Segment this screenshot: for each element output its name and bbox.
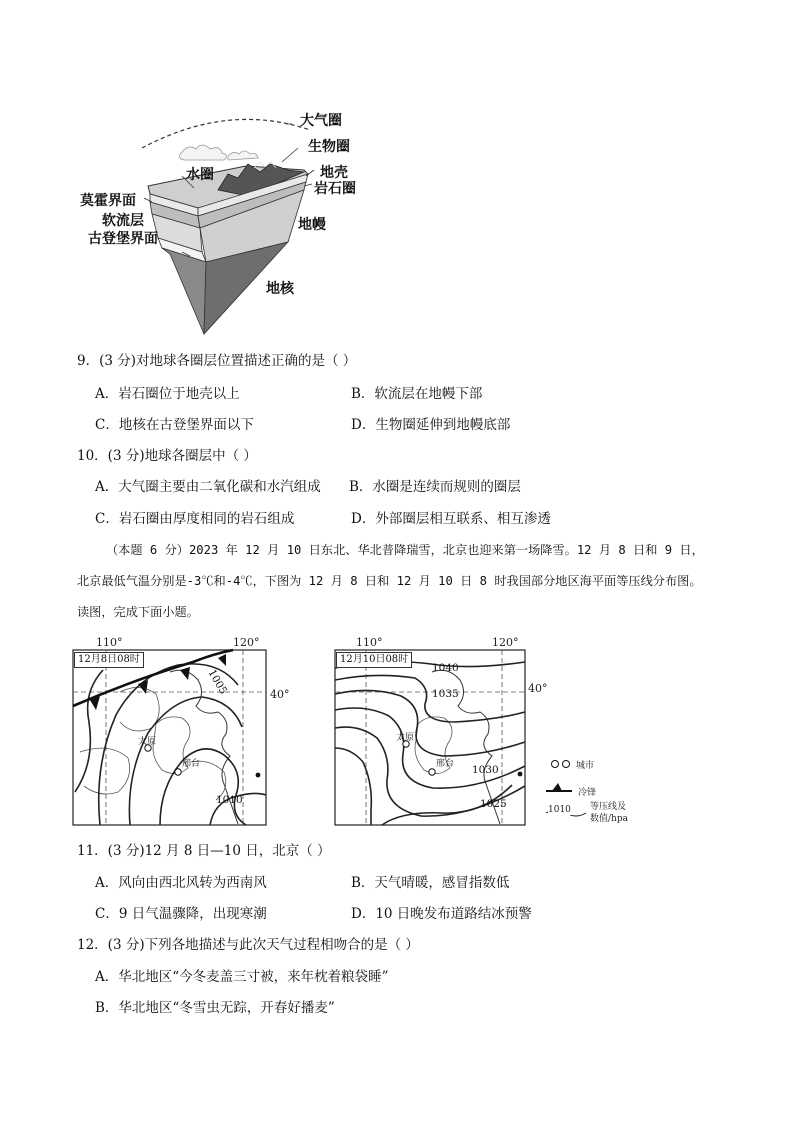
label-asthenosphere: 软流层 [102,213,144,229]
map2-isobar-1030: 1030 [472,764,499,776]
label-crust: 地壳 [320,165,348,181]
map-legend [540,755,670,825]
map2-lon-120: 120° [492,636,519,649]
map1-isobar-1010: 1010 [216,794,243,806]
question-12-option-a: A．华北地区“今冬麦盖三寸被，来年枕着粮袋睡” [95,969,389,985]
map2-lon-110: 110° [356,636,383,649]
question-11-option-a: A．风向由西北风转为西南风 [95,875,267,891]
legend-isobar-text-1: 等压线及 [590,802,627,812]
legend-cold-front: 冷锋 [578,788,597,798]
map2-city-xingtai: 邢台 [436,759,455,769]
question-10-option-b: B．水圈是连续而规则的圈层 [349,479,521,495]
passage-line-1: （本题 6 分）2023 年 12 月 10 日东北、华北普降瑞雪，北京也迎来第一场降雪。12 月 8 日和 9 日， [106,543,704,557]
map1-date-label: 12月8日08时 [74,652,144,668]
map1-city-xingtai: 邢台 [182,759,201,769]
legend-isobar-value: 1010 [548,805,571,815]
map1-lon-110: 110° [96,636,123,649]
map2-isobar-1035: 1035 [432,688,459,700]
isobar-map-dec-8 [60,632,290,832]
question-12-stem: 12．(3 分)下列各地描述与此次天气过程相吻合的是（ ） [77,937,419,953]
question-10-option-a: A．大气圈主要由二氧化碳和水汽组成 [95,479,321,495]
map1-city-taiyuan: 太原 [138,737,157,747]
map2-lat-40: 40° [528,682,548,695]
question-9-option-b: B．软流层在地幔下部 [351,386,483,402]
map1-lon-120: 120° [233,636,260,649]
map2-date-label: 12月10日08时 [336,652,412,668]
map2-isobar-1040: 1040 [432,662,459,674]
question-12-option-b: B．华北地区“冬雪虫无踪，开春好播麦” [95,1000,335,1016]
legend-isobar-text-2: 数值/hpa [590,814,628,824]
question-9-stem: 9．(3 分)对地球各圈层位置描述正确的是（ ） [77,353,357,369]
label-hydrosphere: 水圈 [186,167,214,183]
map1-isobar-1005: 1005 [205,667,230,697]
question-9-option-d: D．生物圈延伸到地幔底部 [351,417,511,433]
question-10-option-c: C．岩石圈由厚度相同的岩石组成 [95,511,295,527]
label-atmosphere: 大气圈 [300,113,342,129]
question-11-stem: 11．(3 分)12 月 8 日—10 日，北京（ ） [77,843,331,859]
legend-city: 城市 [576,761,595,771]
label-moho: 莫霍界面 [80,193,136,209]
label-mantle: 地幔 [298,217,326,233]
question-9-option-a: A．岩石圈位于地壳以上 [95,386,240,402]
passage-line-2: 北京最低气温分别是-3℃和-4℃，下图为 12 月 8 日和 12 月 10 日 8 时我国部分地区海平面等压线分布图。 [77,574,702,588]
label-biosphere: 生物圈 [308,139,350,155]
label-lithosphere: 岩石圈 [314,181,356,197]
map2-city-taiyuan: 太原 [396,733,415,743]
question-10-stem: 10．(3 分)地球各圈层中（ ） [77,448,257,464]
label-core: 地核 [266,281,294,297]
question-11-option-d: D．10 日晚发布道路结冰预警 [351,906,532,922]
question-10-option-d: D．外部圈层相互联系、相互渗透 [351,511,551,527]
question-11-option-c: C．9 日气温骤降，出现寒潮 [95,906,267,922]
map1-lat-40: 40° [270,688,290,701]
earth-layers-diagram [78,104,378,336]
isobar-map-dec-10 [322,632,548,832]
question-9-option-c: C．地核在古登堡界面以下 [95,417,254,433]
passage-line-3: 读图，完成下面小题。 [77,605,199,619]
label-gutenberg: 古登堡界面 [88,231,158,247]
map2-isobar-1025: 1025 [480,798,507,810]
question-11-option-b: B．天气晴暖，感冒指数低 [351,875,510,891]
